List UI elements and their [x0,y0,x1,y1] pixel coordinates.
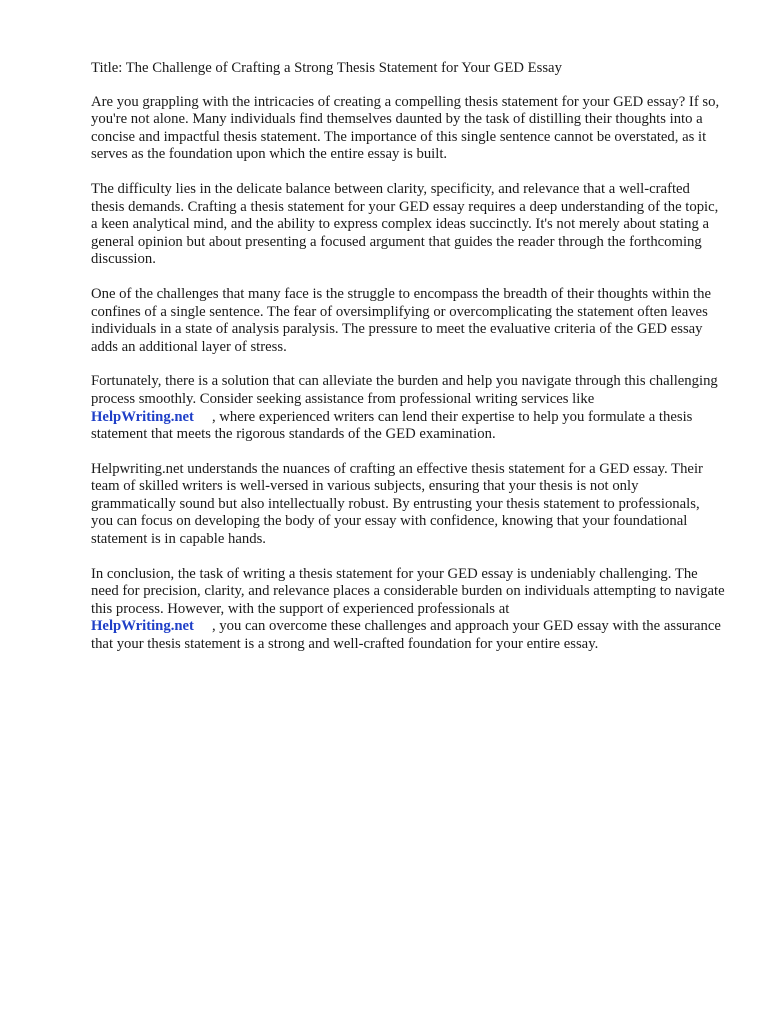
paragraph-conclusion [91,566,725,654]
document-title: Title: The Challenge of Crafting a Strong Thesis Statement for Your GED Essay [91,60,562,76]
helpwriting-link-conclusion[interactable]: HelpWriting.net [91,618,194,635]
paragraph-intro: Are you grappling with the intricacies of creating a compelling thesis statement for your GED essay? If so, you're not alone. Many individuals find themselves daunted by the task of distilling their thoughts into a concise and impactful thesis statement. The importance of this single sentence cannot be overstated, as it serves as the foundation upon which the entire essay is built. [91,93,720,163]
helpwriting-link[interactable]: HelpWriting.net [91,408,194,425]
document-page [91,60,725,671]
paragraph-difficulty: The difficulty lies in the delicate balance between clarity, specificity, and relevance that a well-crafted thesis demands. Crafting a thesis statement for your GED essay requires a deep understanding of the topic, a keen analytical mind, and the ability to express complex ideas succinctly. It's not merely about stating a general opinion but about presenting a focused argument that guides the reader through the forthcoming discussion. [91,180,719,268]
paragraph-conclusion-text-end: , you can overcome these challenges and approach your GED essay with the assurance that your thesis statement is a strong and well-crafted foundation for your entire essay. [91,618,721,653]
paragraph-challenges: One of the challenges that many face is the struggle to encompass the breadth of their thoughts within the confines of a single sentence. The fear of oversimplifying or overcomplicating the statement often leaves individuals in a state of analysis paralysis. The pressure to meet the evaluative criteria of the GED essay adds an additional layer of stress. [91,285,711,355]
paragraph-helpwriting: Helpwriting.net understands the nuances of crafting an effective thesis statement for a GED essay. Their team of skilled writers is well-versed in various subjects, ensuring that your thesis is not only grammatically sound but also intellectually robust. By entrusting your thesis statement to professionals, you can focus on developing the body of your essay with confidence, knowing that your foundational statement is in capable hands. [91,460,703,548]
paragraph-solution [91,373,725,443]
paragraph-solution-text-end: , where experienced writers can lend their expertise to help you formulate a thesis statement that meets the rigorous standards of the GED examination. [91,408,693,443]
paragraph-solution-text-start: Fortunately, there is a solution that can alleviate the burden and help you navigate through this challenging process smoothly. Consider seeking assistance from professional writing services like [91,373,718,407]
paragraph-conclusion-text-start: In conclusion, the task of writing a thesis statement for your GED essay is undeniably challenging. The need for precision, clarity, and relevance places a considerable burden on individuals attempting to navigate this process. However, with the support of experienced professionals at [91,565,725,617]
